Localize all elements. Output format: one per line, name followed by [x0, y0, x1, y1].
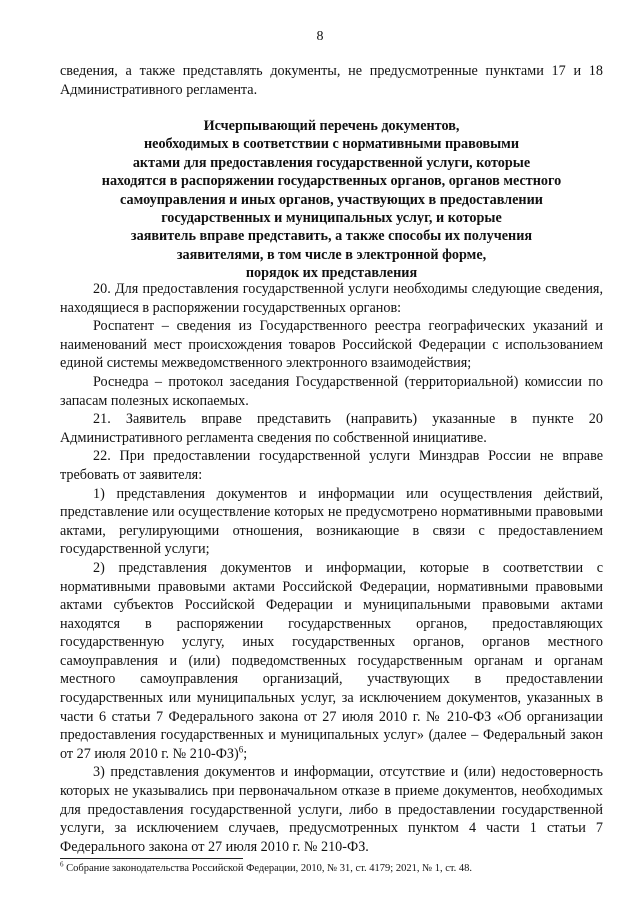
top-paragraph-block: [60, 62, 603, 99]
continuation-paragraph: сведения, а также представлять документы, не предусмотренные пунктами 17 и 18 Административного регламента.: [60, 63, 603, 98]
list-item-2-end: ;: [243, 745, 248, 762]
section-heading: [60, 117, 603, 283]
heading-line: порядок их представления: [245, 265, 418, 282]
paragraph-22: 22. При предоставлении государственной услуги Минздрав России не вправе требовать от заявителя:: [60, 448, 603, 483]
list-item-2-text: 2) представления документов и информации, которые в соответствии с нормативными правовыми актами Российской Федерации, нормативными правовыми актами субъектов Российской Федерации и муниципальными правовыми актами находятся в распоряжении государственных органов, предоставляющих государственную услугу, иных государственных органов, органов местного самоуправления и (или) подведомственных государственным органам и органам местного самоуправления организаций, участвующих в предоставлении государственных или муниципальных услуг, за исключением документов, указанных в части 6 статьи 7 Федерального закона от 27 июля 2010 г. № 210-ФЗ «Об организации предоставления государственных и муниципальных услуг» (далее – Федеральный закон от 27 июля 2010 г. № 210-ФЗ): [60, 559, 603, 762]
list-item-2: [60, 559, 603, 764]
heading-line: актами для предоставления государственной услуги, которые: [132, 154, 531, 171]
heading-line: государственных и муниципальных услуг, и которые: [161, 210, 502, 227]
footnote-marker: 6: [60, 860, 64, 869]
footnote-reference: 6: [238, 744, 244, 755]
footnote-divider: [60, 858, 243, 859]
paragraph-rospatent: Роспатент – сведения из Государственного реестра географических указаний и наименований мест происхождения товаров Российской Федерации с использованием единой системы межведомственного электронного взаимодействия;: [60, 318, 603, 372]
footnote-text: Собрание законодательства Российской Федерации, 2010, № 31, ст. 4179; 2021, № 1, ст. 48.: [63, 863, 473, 874]
heading-line: заявителями, в том числе в электронной форме,: [176, 246, 487, 263]
main-text-block: [60, 280, 603, 856]
footnote: [60, 862, 603, 875]
heading-line: самоуправления и иных органов, участвующих в предоставлении: [120, 191, 543, 208]
heading-line: находятся в распоряжении государственных органов, органов местного: [101, 173, 562, 190]
paragraph-21: 21. Заявитель вправе представить (направить) указанные в пункте 20 Административного регламента сведения по собственной инициативе.: [60, 411, 603, 446]
page-number: 8: [316, 29, 324, 44]
heading-line: Исчерпывающий перечень документов,: [203, 118, 460, 134]
list-item-3: 3) представления документов и информации, отсутствие и (или) недостоверность которых не указывались при первоначальном отказе в приеме документов, необходимых для предоставления государственной услуги, либо в предоставлении государственной услуги, за исключением случаев, предусмотренных пунктом 4 части 1 статьи 7 Федерального закона от 27 июля 2010 г. № 210-ФЗ.: [60, 764, 603, 855]
heading-line: заявитель вправе представить, а также способы их получения: [130, 228, 533, 245]
paragraph-20: 20. Для предоставления государственной услуги необходимы следующие сведения, находящиеся в распоряжении государственных органов:: [60, 281, 603, 316]
heading-line: необходимых в соответствии с нормативными правовыми: [143, 136, 520, 153]
list-item-1: 1) представления документов и информации или осуществления действий, представление или осуществление которых не предусмотрено нормативными правовыми актами, регулирующими отношения, возникающие в связи с предоставлением государственной услуги;: [60, 485, 603, 558]
paragraph-rosnedra: Роснедра – протокол заседания Государственной (территориальной) комиссии по запасам полезных ископаемых.: [60, 373, 603, 409]
